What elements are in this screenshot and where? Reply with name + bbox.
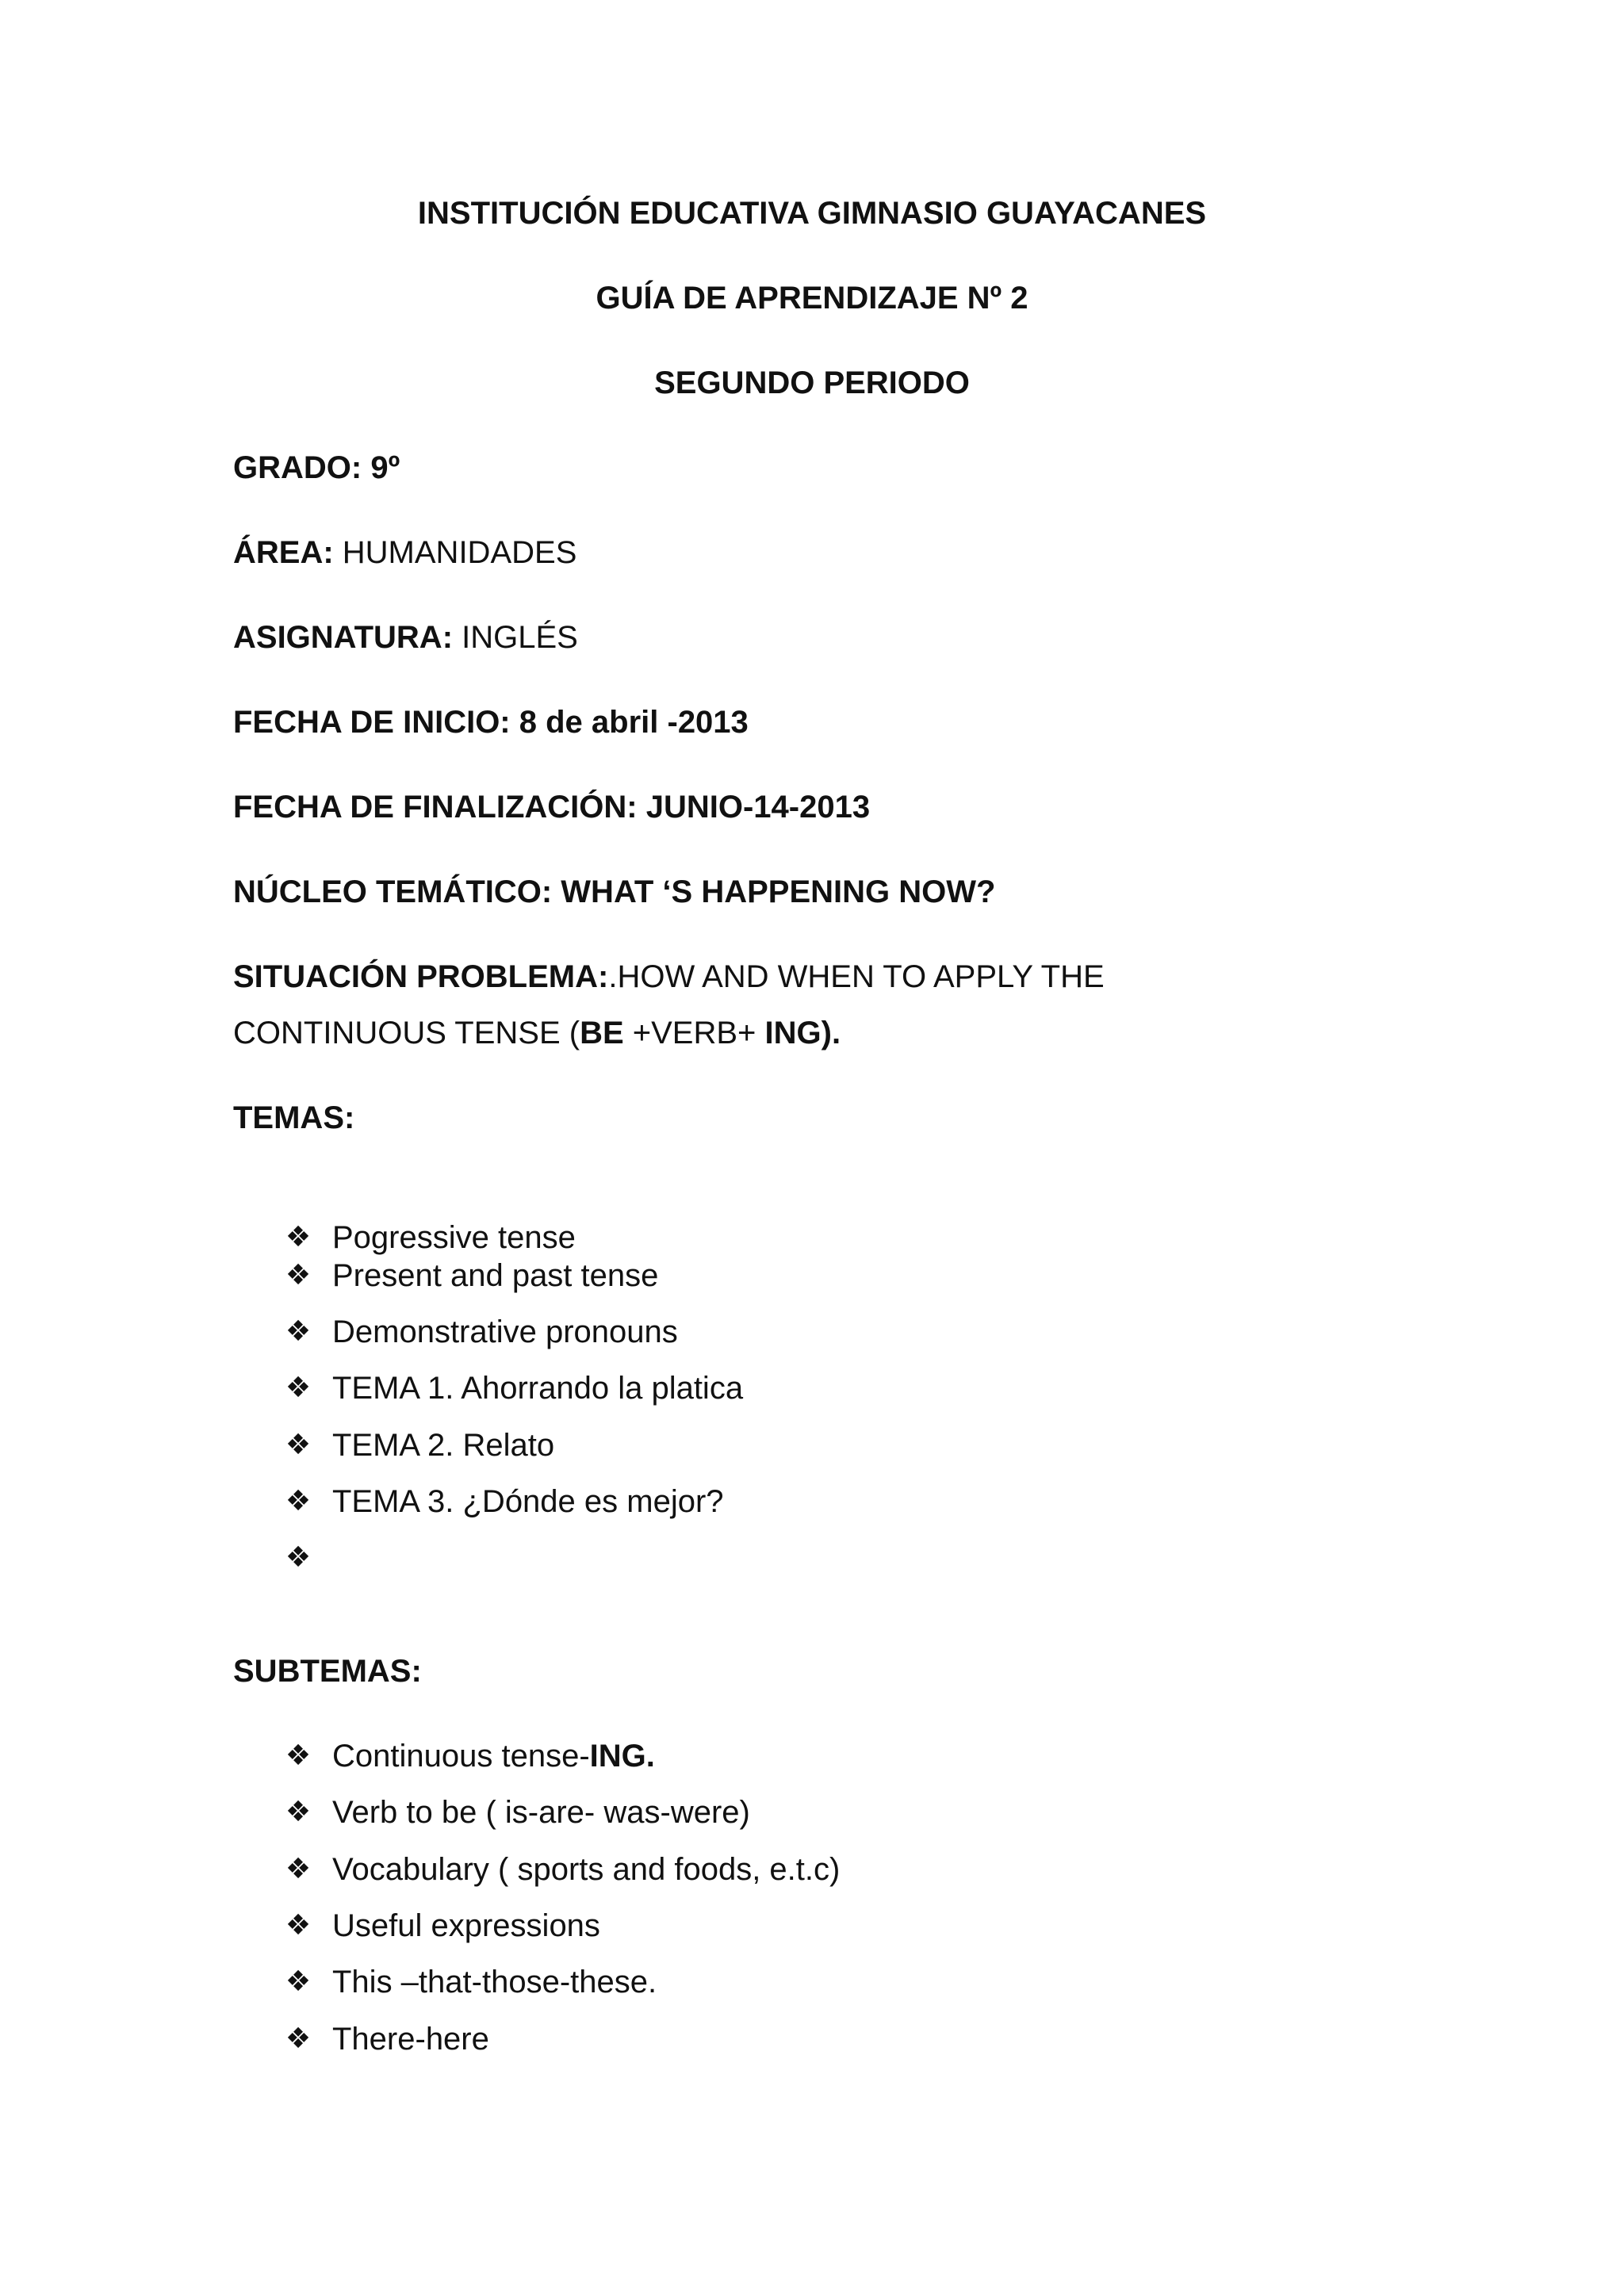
field-label: ASIGNATURA: [233, 620, 454, 655]
diamond-bullet-icon: ❖ [285, 1372, 312, 1404]
field-label: ÁREA: [233, 535, 334, 570]
situacion-text: +VERB+ [623, 1016, 765, 1050]
diamond-bullet-icon: ❖ [285, 1315, 312, 1348]
field-situacion-problema-continued [233, 1014, 841, 1052]
subtemas-heading: SUBTEMAS: [233, 1654, 422, 1689]
list-item-text: This –that-those-these. [332, 1965, 657, 1999]
situacion-text: CONTINUOUS TENSE ( [233, 1016, 580, 1050]
field-value: 8 de abril -2013 [510, 705, 749, 740]
period-title: SEGUNDO PERIODO [654, 365, 970, 400]
situacion-bold-ing: ING). [764, 1016, 841, 1050]
field-area [233, 534, 576, 572]
diamond-bullet-icon: ❖ [285, 1796, 312, 1828]
diamond-bullet-icon: ❖ [285, 1541, 312, 1574]
field-value-line1: .HOW AND WHEN TO APPLY THE [608, 959, 1105, 994]
diamond-bullet-icon: ❖ [285, 1429, 312, 1461]
field-asignatura [233, 618, 578, 656]
field-situacion-problema [233, 958, 1105, 996]
field-grado [233, 449, 400, 487]
field-value: 9º [362, 450, 400, 485]
diamond-bullet-icon: ❖ [285, 1221, 312, 1253]
diamond-bullet-icon: ❖ [285, 1965, 312, 1998]
list-item-text: Pogressive tense [332, 1220, 576, 1255]
list-item-text: Demonstrative pronouns [332, 1314, 678, 1349]
field-label: FECHA DE FINALIZACIÓN: [233, 790, 638, 825]
field-label: NÚCLEO TEMÁTICO: [233, 874, 553, 909]
diamond-bullet-icon: ❖ [285, 1485, 312, 1517]
list-item-text: Continuous tense-ING. [332, 1739, 655, 1774]
field-label: SITUACIÓN PROBLEMA: [233, 959, 609, 994]
list-item-text: TEMA 3. ¿Dónde es mejor? [332, 1484, 724, 1519]
field-fecha-inicio [233, 703, 749, 741]
field-value: WHAT ‘S HAPPENING NOW? [552, 874, 996, 909]
diamond-bullet-icon: ❖ [285, 1739, 312, 1772]
guide-title: GUÍA DE APRENDIZAJE Nº 2 [596, 281, 1028, 316]
institution-title: INSTITUCIÓN EDUCATIVA GIMNASIO GUAYACANES [417, 196, 1207, 231]
list-item-text: Useful expressions [332, 1908, 600, 1943]
field-label: GRADO: [233, 450, 362, 485]
list-item-text: Vocabulary ( sports and foods, e.t.c) [332, 1852, 841, 1887]
field-value: JUNIO-14-2013 [637, 790, 871, 825]
situacion-bold-be: BE [580, 1016, 624, 1050]
diamond-bullet-icon: ❖ [285, 1259, 312, 1292]
field-value: HUMANIDADES [333, 535, 577, 570]
list-item-text: Verb to be ( is-are- was-were) [332, 1795, 750, 1830]
list-item-text: There-here [332, 2022, 489, 2057]
temas-heading: TEMAS: [233, 1100, 355, 1135]
diamond-bullet-icon: ❖ [285, 1853, 312, 1885]
field-nucleo-tematico [233, 873, 995, 911]
diamond-bullet-icon: ❖ [285, 2022, 312, 2055]
field-value: INGLÉS [453, 620, 578, 655]
list-item-text: Present and past tense [332, 1258, 659, 1293]
field-label: FECHA DE INICIO: [233, 705, 511, 740]
list-item-text: TEMA 1. Ahorrando la platica [332, 1371, 744, 1406]
list-item-text: TEMA 2. Relato [332, 1428, 555, 1463]
field-fecha-finalizacion [233, 788, 870, 826]
diamond-bullet-icon: ❖ [285, 1909, 312, 1942]
